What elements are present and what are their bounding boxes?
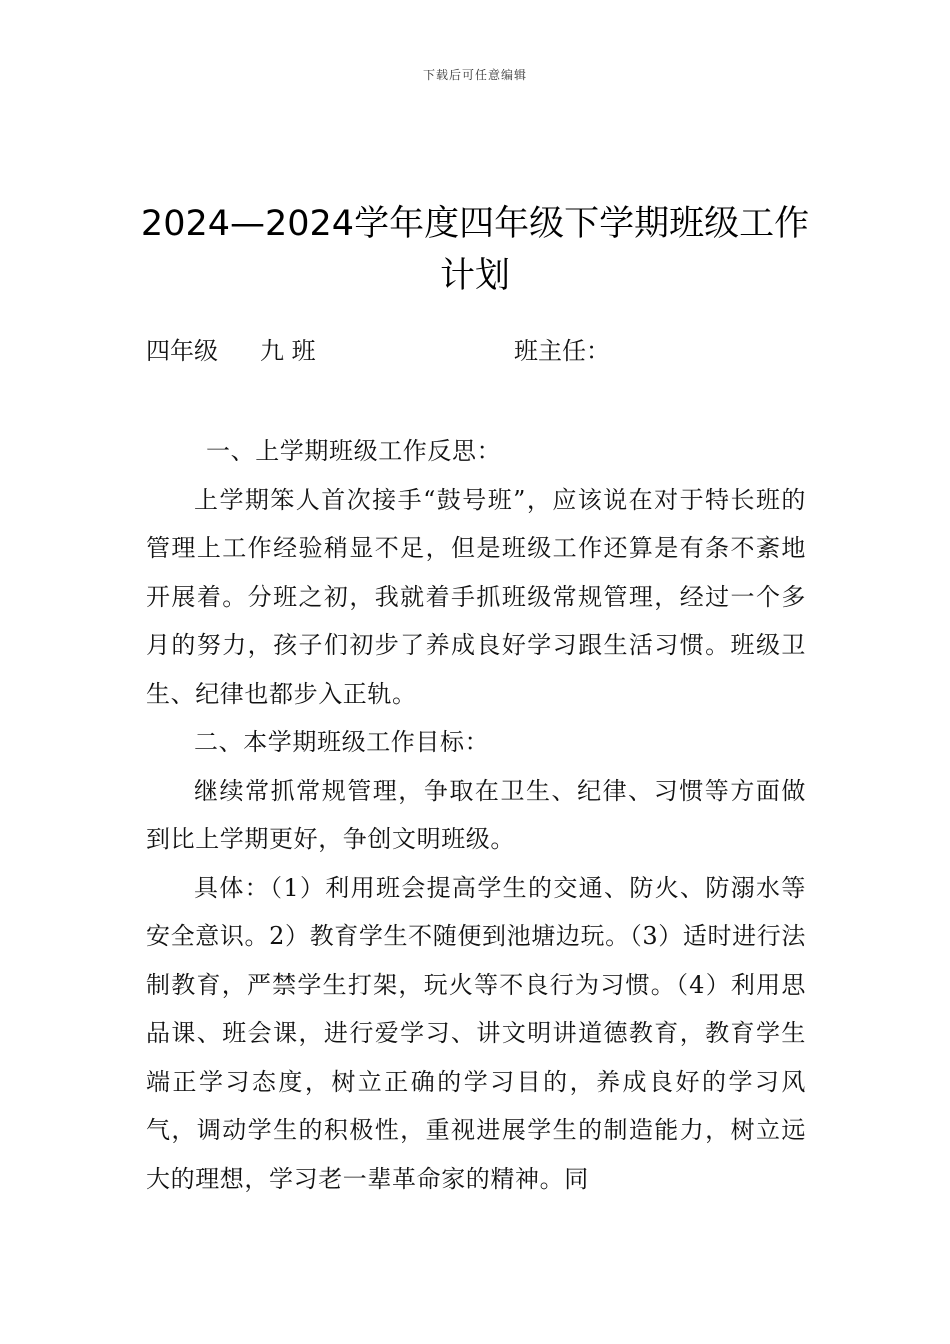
section-heading: 一、上学期班级工作反思： [206, 437, 502, 465]
paragraph: 继续常抓常规管理，争取在卫生、纪律、习惯等方面做到比上学期更好，争创文明班级。 [146, 776, 806, 853]
paragraph: 上学期笨人首次接手“鼓号班”，应该说在对于特长班的管理上工作经验稍显不足，但是班级工作还算是有条不紊地开展着。分班之初，我就着手抓班级常规管理，经过一个多月的努力，孩子们初步了养成良好学习跟生活习惯。班级卫生、纪律也都步入正轨。 [146, 485, 806, 708]
header-note: 下载后可任意编辑 [422, 68, 527, 82]
paragraph: 具体：（1）利用班会提高学生的交通、防火、防溺水等安全意识。2）教育学生不随便到池塘边玩。（3）适时进行法制教育，严禁学生打架，玩火等不良行为习惯。（4）利用思品课、班会课，进行爱学习、讲文明讲道德教育，教育学生端正学习态度，树立正确的学习目的，养成良好的学习风气，调动学生的积极性，重视进展学生的制造能力，树立远大的理想，学习老一辈革命家的精神。同 [146, 873, 806, 1193]
document-body [146, 427, 806, 1203]
section-heading: 二、本学期班级工作目标： [194, 728, 490, 756]
grade-label: 四年级 [146, 337, 218, 365]
document-title: 2024—2024学年度四年级下学期班级工作计划 [140, 204, 810, 297]
teacher-label: 班主任： [514, 337, 610, 365]
class-label: 九 班 [260, 337, 316, 365]
